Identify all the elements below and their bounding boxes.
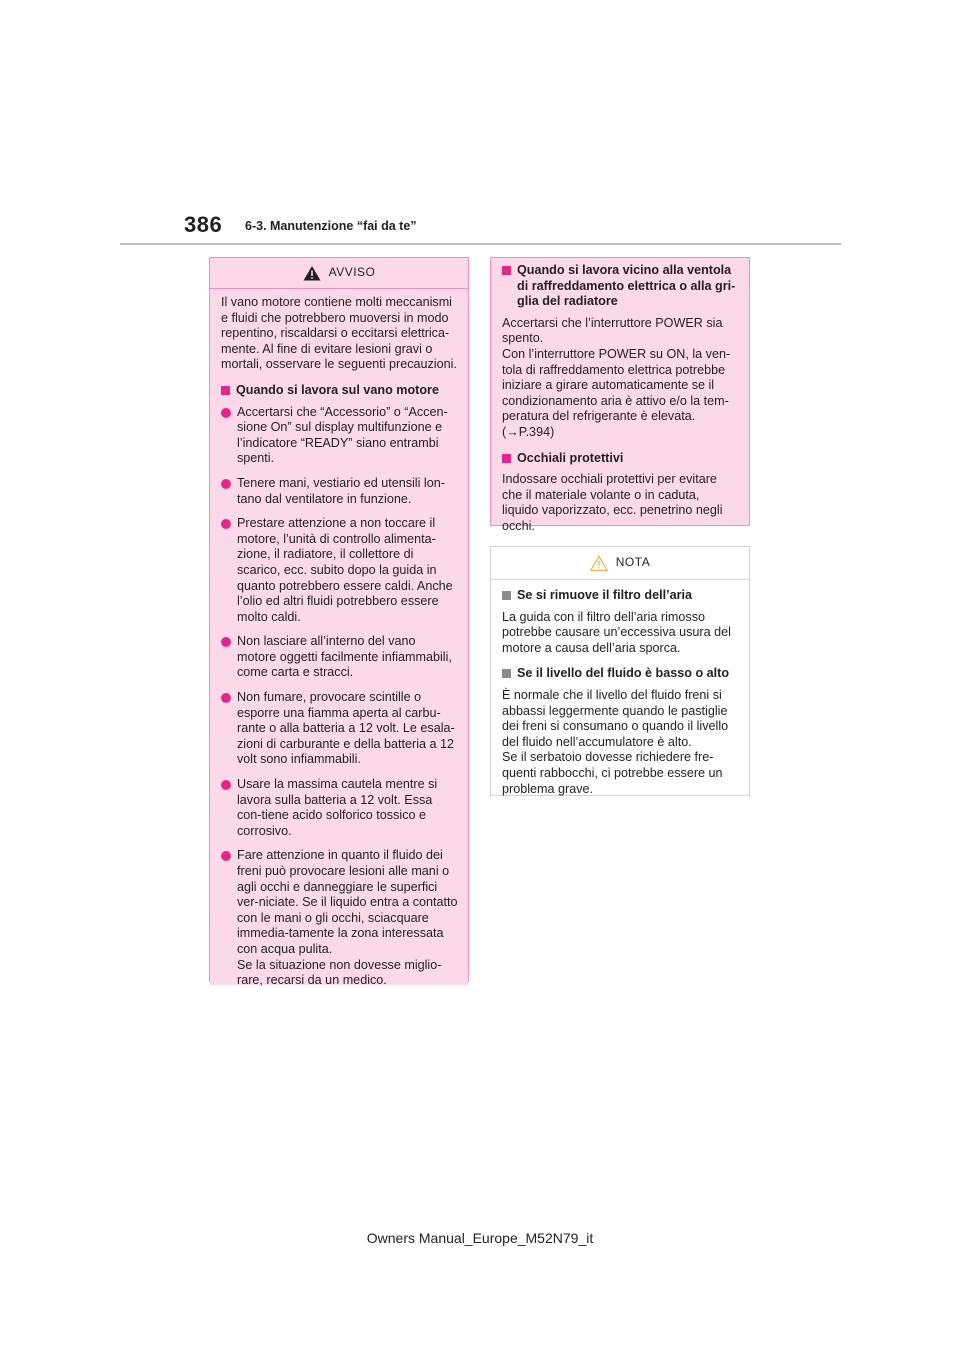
paragraph-text: Se il serbatoio dovesse richiedere fre-quenti rabbocchi, ci potrebbe essere un problema grave. — [502, 750, 723, 796]
page-header — [0, 0, 960, 250]
list-item-text: Fare attenzione in quanto il fluido dei freni può provocare lesioni alle mani o agli occhi e danneggiare le superfici ver-niciate. Se il liquido entra a contatto con le mani o gli occhi, sciacquare immedia-tamente la zona interessata con acqua pulita. — [237, 848, 458, 956]
list-item — [221, 516, 458, 625]
list-item — [221, 690, 458, 768]
page-footer: Owners Manual_Europe_M52N79_it — [366, 1230, 594, 1246]
warning-continued-body — [491, 258, 749, 553]
list-item-text: Non fumare, provocare scintille o esporre una fiamma aperta al carbu-rante o alla batteria a 12 volt. Le esala-zioni di carburante e della batteria a 12 volt sono infiammabili. — [237, 690, 455, 767]
warning-subheading-text: Quando si lavora vicino alla ventola di raffreddamento elettrica o alla gri-glia del radiatore — [517, 263, 736, 309]
bullet-dot-icon — [221, 519, 231, 529]
bullet-dot-icon — [221, 408, 231, 418]
list-item-extra-text: Se la situazione non dovesse miglio-rare, recarsi da un medico. — [237, 957, 442, 988]
square-bullet-icon — [502, 669, 511, 678]
note-subheading — [502, 666, 739, 682]
bullet-dot-icon — [221, 851, 231, 861]
paragraph: Indossare occhiali protettivi per evitare che il materiale volante o in caduta, liquido vaporizzato, ecc. penetrino negli occhi. — [502, 472, 723, 533]
list-item — [221, 848, 458, 988]
list-item-text: Prestare attenzione a non toccare il motore, l’unità di controllo alimenta-zione, il radiatore, il collettore di scarico, ecc. subito dopo la guida in quanto potrebbero essere caldi. Anche l’olio ed altri fluidi potrebbero essere molto caldi. — [237, 516, 453, 624]
bullet-dot-icon — [221, 637, 231, 647]
note-subheading-text: Se il livello del fluido è basso o alto — [517, 666, 730, 681]
bullet-dot-icon — [221, 693, 231, 703]
square-bullet-icon — [502, 266, 511, 275]
paragraph-text: Accertarsi che l’interruttore POWER sia spento. — [502, 315, 723, 346]
note-title: NOTA — [615, 555, 651, 570]
list-item — [221, 476, 458, 507]
warning-subheading — [502, 451, 739, 467]
warning-intro: Il vano motore contiene molti meccanismi e fluidi che potrebbero muoversi in modo repentino, riscaldarsi o eccitarsi elettrica-mente. Al fine di evitare lesioni gravi o mortali, osservare le seguenti precauzioni. — [221, 295, 457, 372]
note-box-body — [491, 580, 749, 815]
page-reference: (→P.394) — [502, 424, 555, 439]
warning-box — [209, 257, 469, 988]
list-item-text: Tenere mani, vestiario ed utensili lon-tano dal ventilatore in funzione. — [237, 475, 445, 506]
note-box-header — [491, 547, 749, 580]
bullet-dot-icon — [221, 479, 231, 489]
paragraph — [502, 316, 739, 441]
square-bullet-icon — [221, 386, 230, 395]
note-subheading-text: Se si rimuove il filtro dell’aria — [517, 588, 692, 602]
warning-subheading-text: Quando si lavora sul vano motore — [236, 382, 439, 397]
header-rule — [120, 243, 841, 245]
list-item-text: Accertarsi che “Accessorio” o “Accen-sione On” sul display multifunzione e l’indicatore “READY” siano entrambi spenti. — [237, 404, 448, 466]
section-title: 6-3. Manutenzione “fai da te” — [245, 219, 417, 233]
square-bullet-icon — [502, 591, 511, 600]
warning-subheading-text: Occhiali protettivi — [517, 450, 624, 465]
paragraph: La guida con il filtro dell’aria rimosso potrebbe causare un’eccessiva usura del motore a causa dell’aria sporca. — [502, 609, 731, 655]
warning-subheading — [221, 383, 458, 399]
note-subheading — [502, 588, 739, 604]
list-item — [221, 634, 458, 681]
page-number: 386 — [184, 212, 223, 237]
list-item-text-group — [237, 848, 458, 988]
warning-box-body — [210, 289, 468, 988]
list-item-text: Non lasciare all’interno del vano motore oggetti facilmente infiammabili, come carta e stracci. — [237, 634, 452, 680]
paragraph-text: Con l’interruttore POWER su ON, la ven-tola di raffreddamento elettrica potrebbe iniziare a girare automaticamente se il condizionamento aria è attivo e/o la tem-peratura del refrigerante è elevata. — [502, 346, 731, 424]
list-item-text: Usare la massima cautela mentre si lavora sulla batteria a 12 volt. Essa con-tiene acido solforico tossico e corrosivo. — [237, 777, 438, 838]
paragraph-text: È normale che il livello del fluido freni si abbassi leggermente quando le pastiglie dei freni si consumano o quando il livello del fluido nell’accumulatore è alto. — [502, 687, 729, 749]
list-item — [221, 405, 458, 467]
warning-box-header — [210, 258, 468, 289]
warning-subheading — [502, 263, 739, 310]
warning-triangle-icon — [303, 265, 321, 281]
warning-title: AVVISO — [328, 265, 376, 280]
list-item — [221, 777, 458, 839]
caution-triangle-icon — [590, 555, 608, 571]
square-bullet-icon — [502, 454, 511, 463]
bullet-dot-icon — [221, 780, 231, 790]
warning-box-continued — [490, 257, 750, 533]
paragraph — [502, 688, 739, 797]
note-box — [490, 546, 750, 796]
